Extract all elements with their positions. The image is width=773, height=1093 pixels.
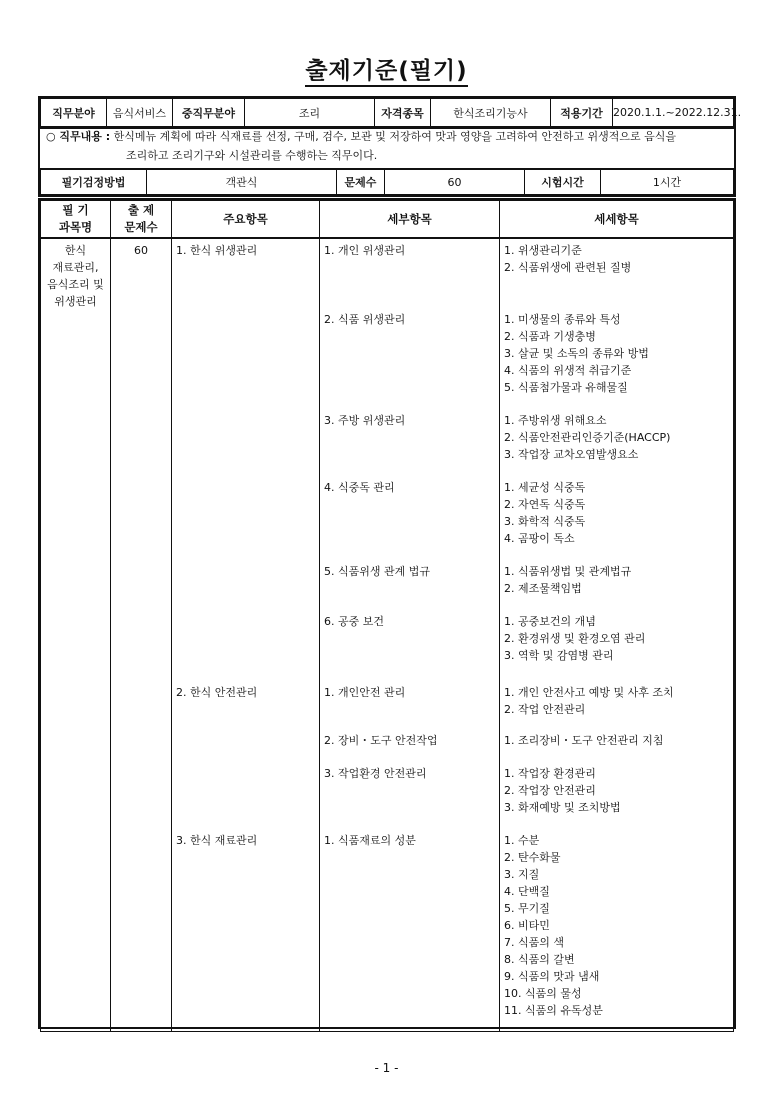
period-label: 적용기간 <box>551 99 613 127</box>
period-value: 2020.1.1.~2022.12.31. <box>613 99 734 127</box>
subdetail-group: 1. 작업장 환경관리 2. 작업장 안전관리 3. 화재예방 및 조치방법 <box>504 767 621 814</box>
count-value: 60 <box>385 170 525 195</box>
duty-description <box>38 124 736 168</box>
subdetail-group: 1. 공중보건의 개념 2. 환경위생 및 환경오염 관리 3. 역학 및 감염병 관리 <box>504 615 646 662</box>
subdetail-group: 1. 조리장비・도구 안전관리 지침 <box>504 734 664 747</box>
duty-text-line1: 한식메뉴 계획에 따라 식재료를 선정, 구매, 검수, 보관 및 저장하여 맛과 영양을 고려하여 안전하고 위생적으로 음식을 <box>113 130 677 143</box>
detail-item: 2. 장비・도구 안전작업 <box>324 734 438 747</box>
detail-item: 5. 식품위생 관계 법규 <box>324 565 430 578</box>
subdetail-group: 1. 주방위생 위해요소 2. 식품안전관리인증기준(HACCP) 3. 작업장 교차오염발생요소 <box>504 414 671 461</box>
cert-value: 한식조리기능사 <box>431 99 551 127</box>
main-items-column <box>172 238 320 1032</box>
main-item: 3. 한식 재료관리 <box>176 834 258 847</box>
subdetail-group: 1. 위생관리기준 2. 식품위생에 관련된 질병 <box>504 244 632 274</box>
subject-header: 필 기 과목명 <box>41 201 111 239</box>
detail-items-column <box>320 238 500 1032</box>
detail-item: 2. 식품 위생관리 <box>324 313 406 326</box>
detail-items-header: 세부항목 <box>320 201 500 239</box>
criteria-table <box>38 198 736 1029</box>
subdetail-group: 1. 세균성 식중독 2. 자연독 식중독 3. 화학적 식중독 4. 곰팡이 독소 <box>504 481 586 545</box>
page-number: - 1 - <box>374 1061 399 1075</box>
question-count: 60 <box>111 238 172 1032</box>
info-table-method <box>38 168 736 197</box>
subject-name: 한식 재료관리, 음식조리 및 위생관리 <box>41 238 111 1032</box>
subdetail-group: 1. 개인 안전사고 예방 및 사후 조치 2. 작업 안전관리 <box>504 686 674 716</box>
duty-text-line2: 조리하고 조리기구와 시설관리를 수행하는 직무이다. <box>126 149 378 162</box>
main-item: 2. 한식 안전관리 <box>176 686 258 699</box>
detail-item: 3. 작업환경 안전관리 <box>324 767 427 780</box>
count-label: 문제수 <box>337 170 385 195</box>
detail-item: 4. 식중독 관리 <box>324 481 395 494</box>
detail-item: 3. 주방 위생관리 <box>324 414 406 427</box>
subdetail-group: 1. 수분 2. 탄수화물 3. 지질 4. 단백질 5. 무기질 6. 비타민 7. 식품의 색 8. 식품의 갈변 9. 식품의 맛과 냄새 10. 식품의 물성 11. 식품의 유독성분 <box>504 834 603 1017</box>
method-value: 객관식 <box>147 170 337 195</box>
mid-field-label: 중직무분야 <box>173 99 245 127</box>
field-value: 음식서비스 <box>107 99 173 127</box>
mid-field-value: 조리 <box>245 99 375 127</box>
detail-item: 1. 개인 위생관리 <box>324 244 406 257</box>
duty-label: ○ 직무내용 : <box>46 130 111 143</box>
field-label: 직무분야 <box>41 99 107 127</box>
subdetail-group: 1. 식품위생법 및 관계법규 2. 제조물책임법 <box>504 565 632 595</box>
question-count-header: 출 제 문제수 <box>111 201 172 239</box>
time-label: 시험시간 <box>525 170 601 195</box>
method-label: 필기검정방법 <box>41 170 147 195</box>
subdetail-items-column <box>500 238 734 1032</box>
cert-label: 자격종목 <box>375 99 431 127</box>
detail-item: 1. 개인안전 관리 <box>324 686 406 699</box>
detail-item: 6. 공중 보건 <box>324 615 384 628</box>
main-items-header: 주요항목 <box>172 201 320 239</box>
time-value: 1시간 <box>601 170 734 195</box>
detail-item: 1. 식품재료의 성분 <box>324 834 416 847</box>
subdetail-items-header: 세세항목 <box>500 201 734 239</box>
main-item: 1. 한식 위생관리 <box>176 244 258 257</box>
page-title: 출제기준(필기) <box>0 52 773 85</box>
subdetail-group: 1. 미생물의 종류와 특성 2. 식품과 기생충병 3. 살균 및 소독의 종류와 방법 4. 식품의 위생적 취급기준 5. 식품첨가물과 유해물질 <box>504 313 649 394</box>
